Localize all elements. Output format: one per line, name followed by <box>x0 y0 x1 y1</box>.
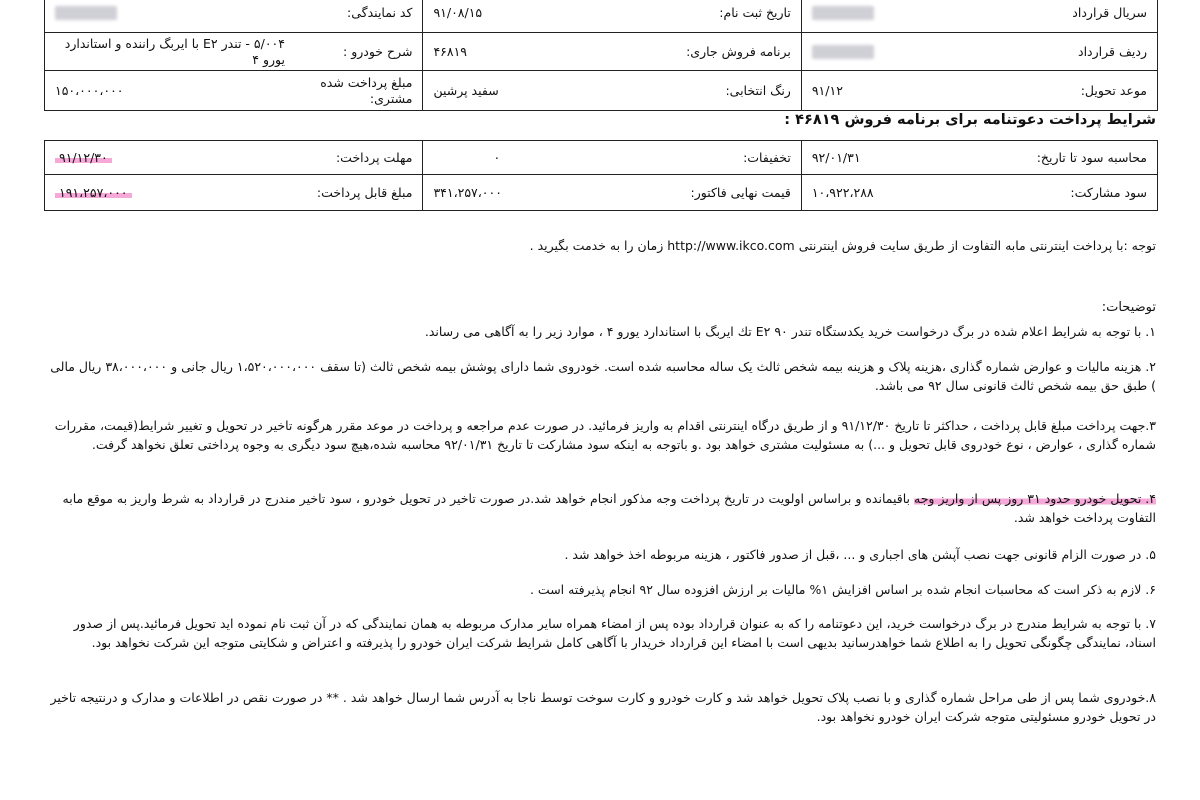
delivery-label: موعد تحویل: <box>1080 83 1147 98</box>
note-suffix: زمان را به خدمت بگیرید . <box>529 238 664 253</box>
note-item-1: ۱. با توجه به شرایط اعلام شده در برگ درخواست خرید یکدستگاه تندر ۹۰ E۲ تك ایربگ با استاندارد یورو ۴ ، موارد زیر را به آگاهی می رساند. <box>424 324 1156 339</box>
discount-label: تخفیفات: <box>743 150 791 165</box>
deadline-cell <box>45 141 423 175</box>
partnership-profit-value: ۱۰،۹۲۲،۲۸۸ <box>811 185 874 200</box>
note-item-8: ۸.خودروی شما پس از طی مراحل شماره گذاری و با نصب پلاک تحویل خواهد شد و کارت خودرو و کارت سوخت توسط ناجا به آدرس شما ارسال خواهد شد . ** در صورت نقص در اطلاعات و مدارک و درنتیجه تاخیر در تحویل خودرو مسئولیتی متوجه شرکت ایران خودرو نخواهد بود. <box>50 690 1156 724</box>
final-invoice-value: ۳۴۱،۲۵۷،۰۰۰ <box>433 185 502 200</box>
discount-value: ۰ <box>493 150 501 165</box>
internet-payment-note <box>44 238 1156 253</box>
delivery-cell <box>801 71 1157 111</box>
note-prefix: توجه :با پرداخت اینترنتی مابه التفاوت از طریق سایت فروش اینترنتی <box>798 238 1156 253</box>
redacted-contract-row <box>812 45 874 59</box>
contract-info-table <box>44 0 1158 111</box>
contract-serial-cell <box>801 0 1157 33</box>
redacted-serial <box>812 6 874 20</box>
agency-code-cell <box>45 0 423 33</box>
registration-date-cell <box>423 0 801 33</box>
car-description-cell <box>45 33 423 71</box>
delivery-value: ۹۱/۱۲ <box>811 83 843 98</box>
registration-date-label: تاریخ ثبت نام: <box>719 5 791 20</box>
payable-cell <box>45 175 423 211</box>
contract-serial-label: سریال قرارداد <box>1072 5 1147 20</box>
car-description-value: ۵/۰۰۴ - تندر E۲ با ایربگ راننده و استاندارد یورو ۴ <box>64 35 285 67</box>
paid-amount-cell <box>45 71 423 111</box>
payable-value: ۱۹۱،۲۵۷،۰۰۰ <box>55 185 132 200</box>
sales-program-value: ۴۶۸۱۹ <box>433 44 468 59</box>
profit-calc-label: محاسبه سود تا تاریخ: <box>1036 150 1147 165</box>
note-item-2: ۲. هزینه مالیات و عوارض شماره گذاری ،هزینه پلاک و هزینه بیمه شخص ثالث یک ساله محاسبه شده است. خودروی شما دارای پوشش بیمه شخص ثالث (تا سقف ۱،۵۲۰،۰۰۰،۰۰۰ ریال جانی و ۳۸،۰۰۰،۰۰۰ ریال مالی ) طبق حق بیمه شخص ثالث قانونی سال ۹۲ می باشد. <box>50 359 1156 393</box>
car-description-label: شرح خودرو : <box>343 44 413 59</box>
deadline-label: مهلت پرداخت: <box>335 150 413 165</box>
note-item-6: ۶. لازم به ذکر است که محاسبات انجام شده بر اساس افزایش ۱% مالیات بر ارزش افزوده سال ۹۲ انجام پذیرفته است . <box>529 582 1156 597</box>
note-item-3: ۳.جهت پرداخت مبلغ قابل پرداخت ، حداکثر تا تاریخ ۹۱/۱۲/۳۰ و از طریق درگاه اینترنتی اقدام به واریز فرمائید. در صورت عدم مراجعه و پرداخت در موعد مقرر هرگونه تاخیر در تحویل و تغییر شرایط(قیمت، مقررات شماره گذاری ، عوارض ، نوع خودروی قابل تحویل و ...) به مسئولیت مشتری خواهد بود .و باتوجه به اینکه سود مشارکت تا تاریخ ۹۲/۰۱/۳۱ محاسبه شده،هیچ سود دیگری به وجوه پرداختی تعلق نخواهد گرفت. <box>54 418 1156 452</box>
registration-date-value: ۹۱/۰۸/۱۵ <box>433 5 483 20</box>
sales-program-cell <box>423 33 801 71</box>
note-item-7: ۷. با توجه به شرایط مندرج در برگ درخواست خرید، این دعوتنامه را که به عنوان قرارداد بوده پس از امضاء همراه سایر مدارک مربوطه به همان نمایندگی که در آن ثبت نام نموده اید تحویل فرمائید.پس از صدور اسناد، نمایندگی چگونگی تحویل را به اطلاع شما خواهدرسانید بدیهی است با امضاء این قرارداد خریدار با آگاهی کامل شرایط شرکت ایران خودرو را پذیرفته و اعتراض و شکایتی متوجه این شرکت نخواهد بود. <box>73 616 1156 650</box>
sales-program-label: برنامه فروش جاری: <box>686 44 791 59</box>
color-label: رنگ انتخابی: <box>725 83 791 98</box>
contract-row-cell <box>801 33 1157 71</box>
profit-calc-cell <box>801 141 1157 175</box>
ikco-link[interactable]: http://www.ikco.com <box>667 238 795 253</box>
payable-label: مبلغ قابل پرداخت: <box>316 185 413 200</box>
payment-table <box>44 140 1158 211</box>
color-value: سفید پرشین <box>433 83 499 98</box>
paid-amount-label: مبلغ پرداخت شده مشتری: <box>320 74 413 106</box>
item4-rest-text: باقیمانده و براساس اولویت در تاریخ پرداخت وجه مذکور انجام خواهد شد.در صورت تاخیر در تحویل خودرو ، <box>355 491 911 506</box>
item4-continued-text: سود تاخیر مندرج در قرارداد به شرط واریز به موقع مابه التفاوت پرداخت خواهد شد. <box>62 491 1156 525</box>
item4-highlighted-text: ۴. تحویل خودرو حدود ۳۱ روز پس از واریز وجه <box>914 491 1156 506</box>
final-invoice-cell <box>423 175 801 211</box>
discount-cell <box>423 141 801 175</box>
paid-amount-value: ۱۵۰،۰۰۰،۰۰۰ <box>55 83 124 98</box>
color-cell <box>423 71 801 111</box>
profit-calc-value: ۹۲/۰۱/۳۱ <box>811 150 861 165</box>
redacted-agency-code <box>55 6 117 20</box>
note-item-5: ۵. در صورت الزام قانونی جهت نصب آپشن های اجباری و ... ،قبل از صدور فاکتور ، هزینه مربوطه اخذ خواهد شد . <box>564 547 1156 562</box>
conditions-title: شرایط پرداخت دعوتنامه برای برنامه فروش ۴۶۸۱۹ : <box>784 112 1156 128</box>
agency-code-label: کد نمایندگی: <box>347 5 413 20</box>
final-invoice-label: قیمت نهایی فاکتور: <box>690 185 791 200</box>
deadline-value: ۹۱/۱۲/۳۰ <box>55 150 112 165</box>
partnership-profit-label: سود مشارکت: <box>1070 185 1147 200</box>
notes-title: توضیحات: <box>1101 300 1156 315</box>
partnership-profit-cell <box>801 175 1157 211</box>
note-item-4 <box>44 489 1156 527</box>
contract-row-label: ردیف قرارداد <box>1078 44 1147 59</box>
